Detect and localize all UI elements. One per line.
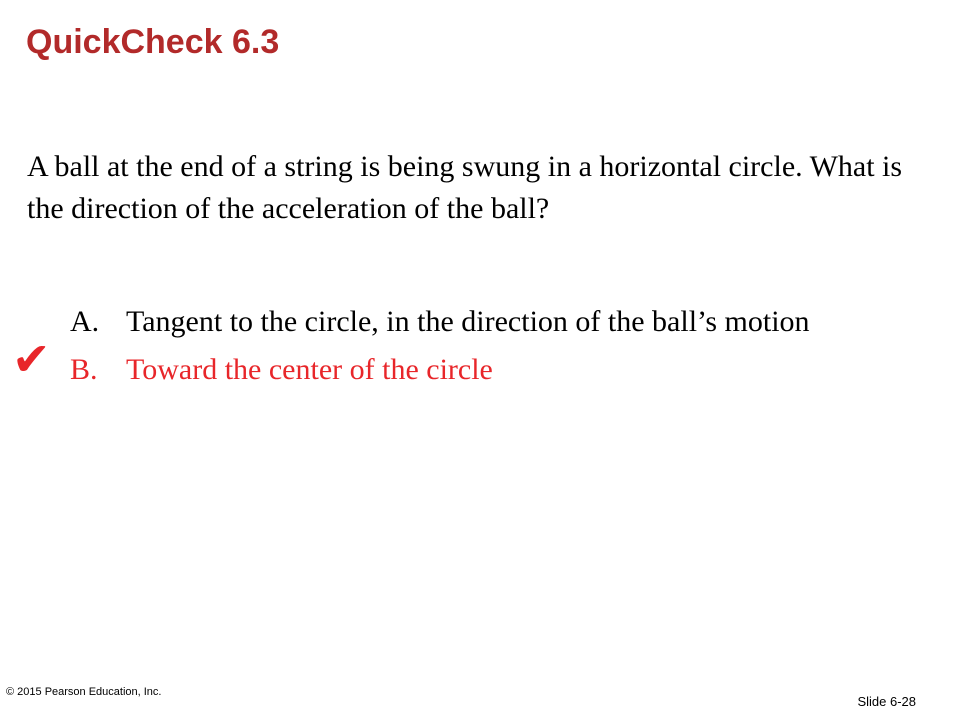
checkmark-icon: ✔ [12,332,51,386]
answer-options [70,298,940,394]
copyright-notice: © 2015 Pearson Education, Inc. [6,686,162,698]
option-b-text: Toward the center of the circle [126,353,493,386]
slide-number: Slide 6-28 [857,694,916,709]
option-a-text: Tangent to the circle, in the direction of the ball’s motion [126,305,810,338]
option-a [70,298,940,346]
option-b [70,346,940,394]
question-text: A ball at the end of a string is being swung in a horizontal circle. What is the direction of the acceleration of the ball? [27,150,903,225]
option-a-letter: A. [70,305,100,338]
option-b-letter: B. [70,353,98,386]
slide-title: QuickCheck 6.3 [26,23,280,61]
